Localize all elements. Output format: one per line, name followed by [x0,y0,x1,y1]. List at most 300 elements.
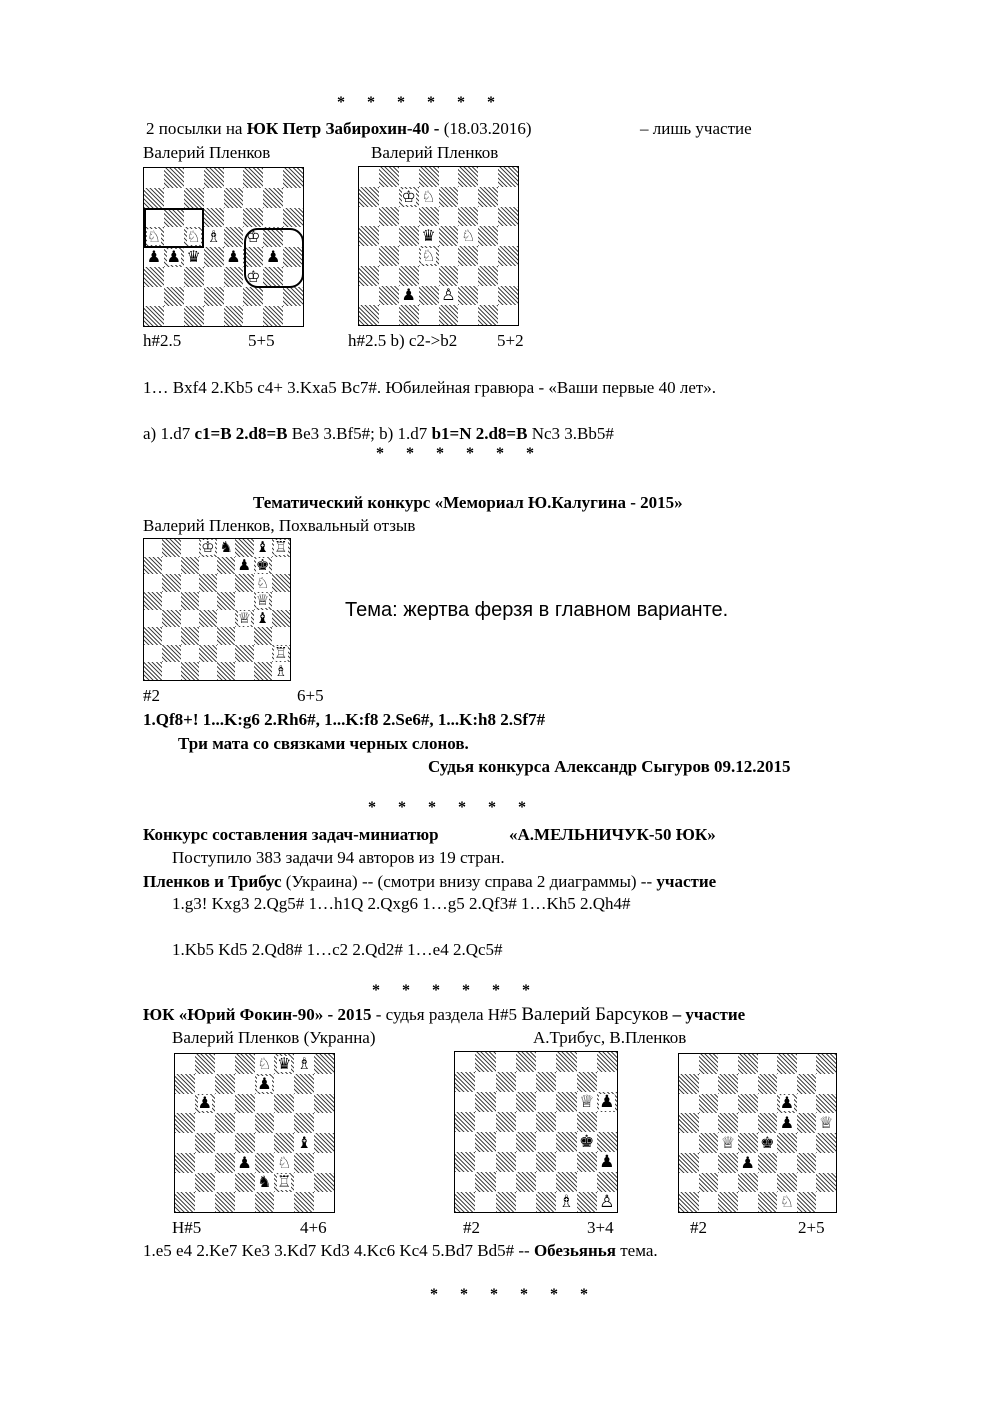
board-square [274,1094,294,1114]
board-square [556,1132,576,1152]
black-pawn-icon: ♟ [237,1152,252,1172]
white-bishop-icon: ♗ [297,1054,312,1073]
board-square [235,1074,255,1094]
board-square [162,574,180,592]
result: участие [656,872,717,891]
board-square [243,267,263,287]
board-square [478,187,498,207]
board-square [224,208,244,228]
separator-stars: * * * * * * [372,982,539,999]
board-square [274,1192,294,1212]
separator-stars: * * * * * * [430,1286,597,1303]
board-square [516,1172,536,1192]
stipulation: H#5 [172,1218,202,1237]
board-square [314,1192,334,1212]
board-square [272,592,290,610]
white-knight-icon: ♘ [779,1192,795,1212]
board-square [283,227,303,247]
board-square [577,1112,597,1132]
board-square [496,1072,516,1092]
board-square [816,1074,836,1094]
board-square [738,1074,758,1094]
board-square [797,1054,817,1074]
board-square [162,662,180,680]
board-square [254,645,272,663]
board-square [314,1054,334,1074]
board-square [243,227,263,247]
solution-line: 1… Bxf4 2.Kb5 c4+ 3.Kxa5 Bc7#. Юбилейная гравюра - «Ваши первые 40 лет». [143,378,717,397]
white-knight-icon: ♘ [461,226,476,246]
board-square [195,1094,215,1114]
chess-diagram [678,1053,837,1213]
board-square [379,187,399,207]
board-square [184,306,204,326]
board-square [577,1092,597,1112]
white-king-icon: ♔ [401,186,416,206]
board-square [144,610,162,628]
board-square [294,1113,314,1133]
board-square [777,1054,797,1074]
board-square [496,1192,516,1212]
board-square [274,1173,294,1193]
white-knight-icon: ♘ [255,574,270,592]
board-square [475,1092,495,1112]
white-pawn-icon: ♙ [599,1192,615,1212]
board-square [224,306,244,326]
board-square [439,226,459,246]
board-square [458,226,478,246]
board-square [224,267,244,287]
board-square [175,1192,195,1212]
board-square [577,1132,597,1152]
board-square [496,1152,516,1172]
board-square [597,1092,617,1112]
authors-note: (Украина) -- (смотри внизу справа 2 диаграммы) -- [281,872,657,891]
board-square [556,1192,576,1212]
solution-line [143,424,614,444]
board-square [475,1172,495,1192]
board-square [235,557,253,575]
board-square [181,539,199,557]
board-square [556,1152,576,1172]
board-square [516,1192,536,1212]
board-square [235,1113,255,1133]
board-square [217,610,235,628]
board-square [283,247,303,267]
board-square [272,662,290,680]
board-square [272,645,290,663]
board-square [679,1173,699,1193]
board-square [496,1052,516,1072]
board-square [556,1052,576,1072]
board-square [243,287,263,307]
solution-line: 1.g3! Kxg3 2.Qg5# 1…h1Q 2.Qxg6 1…g5 2.Qf3# 1…Kh5 2.Qh4# [172,894,631,913]
board-square [399,226,419,246]
board-square [314,1173,334,1193]
board-square [777,1113,797,1133]
white-rook-icon: ♖ [277,1172,292,1192]
board-square [475,1152,495,1172]
board-square [263,247,283,267]
board-square [164,287,184,307]
board-square [217,645,235,663]
board-square [455,1132,475,1152]
white-knight-icon: ♘ [421,186,436,206]
board-square [455,1072,475,1092]
board-square [224,168,244,188]
board-square [235,662,253,680]
board-square [718,1054,738,1074]
white-knight-icon: ♘ [421,246,436,265]
board-square [195,1153,215,1173]
board-square [199,610,217,628]
board-square [255,1113,275,1133]
black-pawn-icon: ♟ [166,247,181,266]
board-square [175,1054,195,1074]
board-square [181,662,199,680]
board-square [496,1092,516,1112]
board-square [184,247,204,267]
board-square [199,574,217,592]
white-rook-icon: ♖ [274,644,288,663]
sol-text: 1.e5 e4 2.Ke7 Ke3 3.Kd7 Kd3 4.Kc6 Kc4 5.Bd7 Bd5# -- [143,1241,534,1260]
board-square [272,627,290,645]
board-square [455,1192,475,1212]
board-square [498,305,518,325]
board-square [272,557,290,575]
stipulation: #2 [143,686,160,705]
board-square [215,1133,235,1153]
board-square [455,1052,475,1072]
board-square [718,1094,738,1114]
board-square [235,645,253,663]
white-queen-icon: ♕ [255,591,270,610]
white-king-icon: ♔ [246,227,261,247]
contest-name: ЮК «Юрий Фокин-90» - 2015 [143,1005,372,1024]
board-square [254,574,272,592]
solution-line: 1.Qf8+! 1...K:g6 2.Rh6#, 1...K:f8 2.Se6#, 1...K:h8 2.Sf7# [143,710,546,729]
board-square [498,246,518,266]
board-square [195,1074,215,1094]
board-square [399,207,419,227]
board-square [597,1072,617,1092]
board-square [204,306,224,326]
board-square [254,662,272,680]
board-square [272,539,290,557]
board-square [439,207,459,227]
board-square [199,557,217,575]
board-square [217,592,235,610]
white-queen-icon: ♕ [237,609,252,627]
black-king-icon: ♚ [579,1132,595,1152]
board-square [816,1094,836,1114]
board-square [516,1092,536,1112]
board-square [283,168,303,188]
board-square [478,266,498,286]
board-square [215,1054,235,1074]
author-label: Валерий Пленков [371,143,499,162]
black-knight-icon: ♞ [257,1172,272,1192]
contest-title-melnichuk: Конкурс составления задач-миниатюр [143,825,439,844]
board-square [758,1074,778,1094]
board-square [254,557,272,575]
board-square [144,306,164,326]
board-square [217,662,235,680]
separator-stars: * * * * * * [337,94,504,111]
board-square [536,1172,556,1192]
board-square [556,1092,576,1112]
board-square [359,167,379,187]
black-king-icon: ♚ [760,1133,775,1152]
board-square [516,1152,536,1172]
board-square [263,188,283,208]
board-square [175,1094,195,1114]
board-square [235,1153,255,1173]
board-square [816,1113,836,1133]
board-square [274,1074,294,1094]
board-square [215,1094,235,1114]
white-queen-icon: ♕ [720,1133,736,1152]
board-square [419,286,439,306]
board-square [263,168,283,188]
board-square [359,187,379,207]
board-square [455,1092,475,1112]
board-square [679,1054,699,1074]
piece-count: 2+5 [798,1218,825,1237]
board-square [204,227,224,247]
separator-stars: * * * * * * [368,799,535,816]
board-square [254,539,272,557]
board-square [419,266,439,286]
board-square [283,287,303,307]
board-square [235,1173,255,1193]
board-square [314,1113,334,1133]
board-square [195,1113,215,1133]
board-square [679,1133,699,1153]
white-knight-icon: ♘ [257,1054,272,1073]
black-pawn-icon: ♟ [257,1073,272,1093]
board-square [577,1192,597,1212]
board-square [359,226,379,246]
board-square [816,1192,836,1212]
board-square [458,305,478,325]
contest-title-fokin [143,1004,745,1026]
board-square [536,1092,556,1112]
board-square [379,226,399,246]
board-square [274,1133,294,1153]
board-square [283,208,303,228]
board-square [283,306,303,326]
sol-key: b1=N 2.d8=B [431,424,528,443]
chess-diagram [358,166,519,326]
board-square [144,227,164,247]
board-square [184,208,204,228]
board-square [399,286,419,306]
board-square [475,1112,495,1132]
board-square [399,305,419,325]
board-square [144,592,162,610]
board-square [679,1113,699,1133]
board-square [597,1152,617,1172]
board-square [496,1132,516,1152]
board-square [597,1052,617,1072]
white-king-icon: ♔ [246,266,261,286]
board-square [204,247,224,267]
board-square [679,1094,699,1114]
board-square [679,1153,699,1173]
board-square [144,188,164,208]
board-square [718,1153,738,1173]
board-square [144,557,162,575]
board-square [399,246,419,266]
board-square [516,1112,536,1132]
board-square [199,592,217,610]
board-square [516,1052,536,1072]
board-square [758,1113,778,1133]
result: – участие [668,1005,746,1024]
board-square [478,207,498,227]
black-king-icon: ♚ [255,556,270,574]
board-square [797,1113,817,1133]
board-square [699,1054,719,1074]
board-square [536,1132,556,1152]
board-square [455,1172,475,1192]
board-square [263,208,283,228]
board-square [699,1094,719,1114]
board-square [478,246,498,266]
board-square [195,1173,215,1193]
board-square [699,1192,719,1212]
solution-comment: Три мата со связками черных слонов. [178,734,469,753]
board-square [144,574,162,592]
board-square [597,1132,617,1152]
contest-title-kalugin: Тематический конкурс «Мемориал Ю.Калугина - 2015» [253,493,683,512]
stipulation: #2 [690,1218,707,1237]
board-square [439,246,459,266]
author-label: А.Трибус, В.Пленков [533,1028,687,1047]
board-square [199,627,217,645]
board-square [758,1054,778,1074]
board-square [215,1113,235,1133]
chess-diagram [143,167,304,327]
board-square [458,246,478,266]
board-square [359,207,379,227]
board-square [263,287,283,307]
board-square [263,267,283,287]
board-square [235,627,253,645]
piece-count: 5+2 [497,331,524,350]
board-square [204,208,224,228]
theme-name: Обезьянья [533,1241,616,1260]
board-square [294,1192,314,1212]
board-square [217,557,235,575]
board-square [498,266,518,286]
board-square [181,557,199,575]
board-square [215,1074,235,1094]
white-queen-icon: ♕ [579,1092,595,1112]
board-square [184,287,204,307]
black-pawn-icon: ♟ [197,1093,212,1113]
board-square [399,167,419,187]
author-label: Валерий Пленков (Укранна) [172,1028,376,1047]
board-square [458,286,478,306]
board-square [475,1192,495,1212]
board-square [419,207,439,227]
board-square [718,1192,738,1212]
sol-text: a) 1.d7 [143,424,195,443]
board-square [556,1112,576,1132]
board-square [162,592,180,610]
black-pawn-icon: ♟ [599,1152,615,1172]
board-square [184,188,204,208]
board-square [536,1152,556,1172]
board-square [359,286,379,306]
board-square [758,1173,778,1193]
board-square [597,1112,617,1132]
board-square [458,167,478,187]
board-square [777,1074,797,1094]
board-square [164,208,184,228]
board-square [215,1173,235,1193]
board-square [235,539,253,557]
board-square [419,187,439,207]
board-square [162,645,180,663]
board-square [181,627,199,645]
board-square [235,1094,255,1114]
board-square [175,1153,195,1173]
board-square [679,1192,699,1212]
board-square [516,1072,536,1092]
board-square [777,1173,797,1193]
board-square [144,662,162,680]
board-square [458,207,478,227]
board-square [498,226,518,246]
board-square [758,1153,778,1173]
board-square [195,1054,215,1074]
board-square [699,1153,719,1173]
board-square [496,1172,516,1192]
board-square [184,267,204,287]
board-square [816,1133,836,1153]
black-knight-icon: ♞ [219,539,233,557]
board-square [314,1153,334,1173]
board-square [144,627,162,645]
board-square [777,1192,797,1212]
board-square [699,1074,719,1094]
board-square [195,1192,215,1212]
board-square [181,574,199,592]
board-square [758,1094,778,1114]
author-label: Валерий Пленков, Похвальный отзыв [143,516,416,535]
white-knight-icon: ♘ [277,1152,292,1172]
black-pawn-icon: ♟ [779,1093,795,1113]
board-square [235,574,253,592]
board-square [283,267,303,287]
title-prefix: 2 посылки на [146,119,247,138]
board-square [797,1153,817,1173]
board-square [439,266,459,286]
board-square [235,610,253,628]
board-square [379,207,399,227]
board-square [777,1133,797,1153]
board-square [243,247,263,267]
board-square [274,1113,294,1133]
board-square [478,167,498,187]
white-knight-icon: ♘ [186,227,201,247]
black-queen-icon: ♛ [186,247,201,266]
board-square [359,266,379,286]
board-square [758,1133,778,1153]
